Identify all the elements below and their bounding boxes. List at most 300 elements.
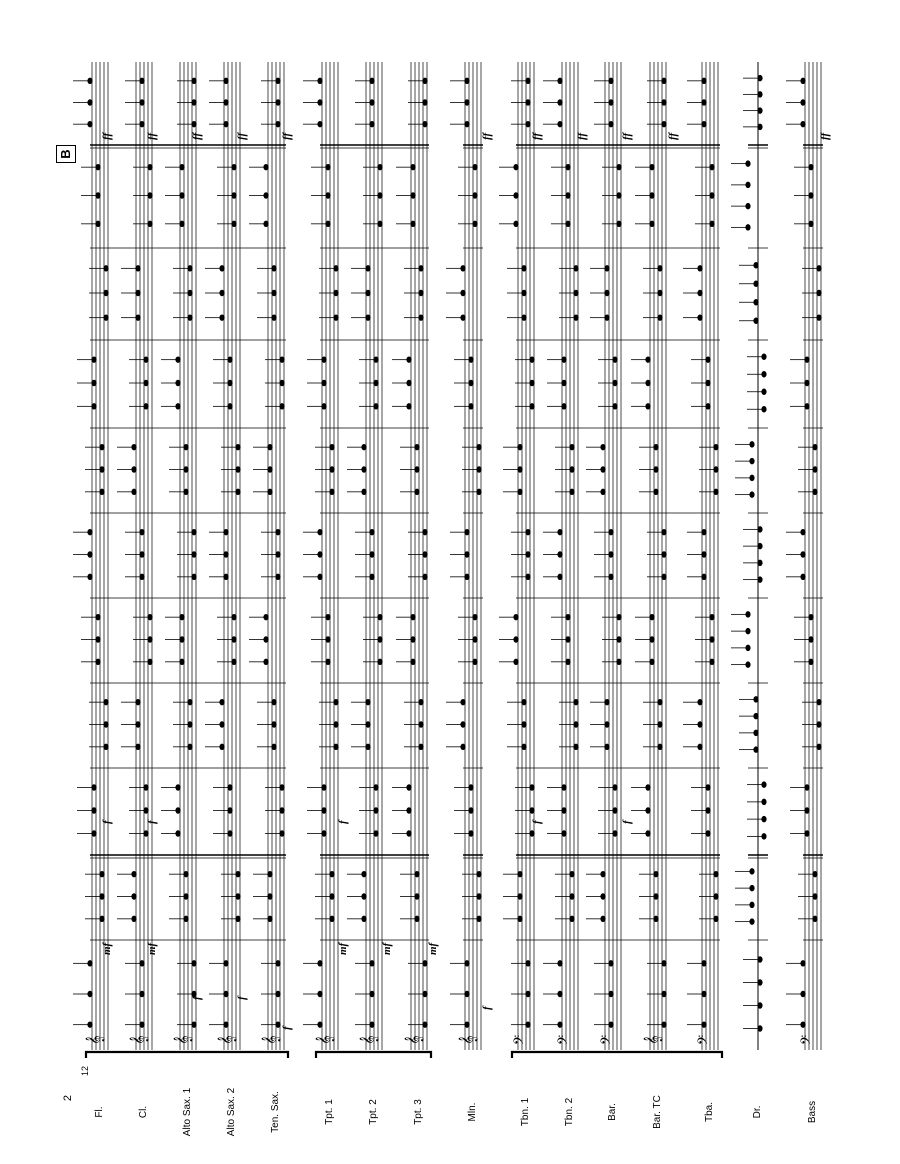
notehead [99, 916, 104, 922]
notehead [804, 784, 809, 790]
notehead [365, 699, 370, 705]
notehead [661, 574, 666, 580]
notehead [697, 265, 702, 271]
notehead [219, 744, 224, 750]
notehead [329, 489, 334, 495]
dynamic-mark: ff [531, 132, 543, 140]
notehead [816, 699, 821, 705]
notehead [179, 659, 184, 665]
notehead [804, 807, 809, 813]
notehead [573, 265, 578, 271]
notehead [525, 99, 530, 105]
notehead [175, 807, 180, 813]
notehead [410, 192, 415, 198]
notehead [460, 290, 465, 296]
notehead [649, 221, 654, 227]
notehead [472, 164, 477, 170]
dynamic-mark: f [146, 820, 158, 824]
notehead [369, 574, 374, 580]
notehead [369, 960, 374, 966]
notehead [468, 380, 473, 386]
dynamic-mark: f [281, 1026, 293, 1030]
notehead [191, 529, 196, 535]
notehead [701, 121, 706, 127]
clef-icon: 𝄢 [598, 1034, 617, 1046]
notehead [183, 893, 188, 899]
notehead [361, 893, 366, 899]
notehead [263, 636, 268, 642]
notehead [87, 1021, 92, 1027]
notehead [131, 916, 136, 922]
notehead [147, 221, 152, 227]
notehead [513, 659, 518, 665]
notehead [661, 991, 666, 997]
notehead [525, 551, 530, 557]
notehead [604, 290, 609, 296]
notehead [753, 299, 758, 305]
notehead [317, 1021, 322, 1027]
notehead [187, 314, 192, 320]
notehead [187, 744, 192, 750]
notehead [661, 121, 666, 127]
notehead [701, 574, 706, 580]
notehead [135, 721, 140, 727]
notehead [263, 614, 268, 620]
notehead [191, 78, 196, 84]
notehead [521, 721, 526, 727]
notehead [131, 893, 136, 899]
notehead [565, 614, 570, 620]
notehead [653, 871, 658, 877]
notehead [761, 354, 766, 360]
notehead [267, 871, 272, 877]
notehead [422, 78, 427, 84]
notehead [800, 99, 805, 105]
notehead [406, 784, 411, 790]
notehead [557, 991, 562, 997]
notehead [143, 403, 148, 409]
instrument-label: Bass [807, 1100, 818, 1124]
notehead [464, 574, 469, 580]
notehead [757, 560, 762, 566]
notehead [757, 956, 762, 962]
notehead [808, 636, 813, 642]
notehead [653, 466, 658, 472]
notehead [369, 78, 374, 84]
notehead [373, 380, 378, 386]
notehead [749, 441, 754, 447]
notehead [333, 314, 338, 320]
notehead [745, 611, 750, 617]
notehead [616, 636, 621, 642]
notehead [406, 380, 411, 386]
notehead [476, 893, 481, 899]
notehead [697, 314, 702, 320]
notehead [753, 696, 758, 702]
notehead [800, 78, 805, 84]
notehead [271, 744, 276, 750]
notehead [131, 489, 136, 495]
notehead [565, 636, 570, 642]
notehead [517, 871, 522, 877]
notehead [608, 99, 613, 105]
notehead [472, 221, 477, 227]
notehead [422, 529, 427, 535]
notehead [657, 265, 662, 271]
notehead [757, 91, 762, 97]
instrument-label: Tpt. 3 [413, 1099, 424, 1125]
notehead [317, 960, 322, 966]
notehead [279, 356, 284, 362]
notehead [414, 916, 419, 922]
notehead [800, 121, 805, 127]
notehead [701, 529, 706, 535]
notehead [701, 78, 706, 84]
notehead [91, 807, 96, 813]
notehead [361, 489, 366, 495]
notehead [745, 224, 750, 230]
notehead [223, 99, 228, 105]
notehead [406, 807, 411, 813]
notehead [418, 314, 423, 320]
notehead [418, 265, 423, 271]
notehead [464, 99, 469, 105]
notehead [701, 99, 706, 105]
notehead [369, 1021, 374, 1027]
notehead [460, 744, 465, 750]
notehead [529, 380, 534, 386]
notehead [135, 290, 140, 296]
notehead [99, 444, 104, 450]
instrument-label: Bar. TC [652, 1095, 663, 1129]
dynamic-mark: ff [819, 132, 831, 140]
clef-icon: 𝄞 [404, 1035, 423, 1045]
notehead [697, 290, 702, 296]
clef-icon: 𝄞 [129, 1035, 148, 1045]
dynamic-mark: ff [576, 132, 588, 140]
notehead [749, 918, 754, 924]
notehead [223, 960, 228, 966]
notehead [227, 830, 232, 836]
notehead [657, 744, 662, 750]
notehead [464, 960, 469, 966]
notehead [267, 916, 272, 922]
notehead [279, 784, 284, 790]
notehead [325, 636, 330, 642]
notehead [525, 78, 530, 84]
notehead [472, 614, 477, 620]
notehead [753, 262, 758, 268]
dynamic-mark: mf [101, 942, 113, 955]
notehead [147, 164, 152, 170]
dynamic-mark: f [481, 1006, 493, 1010]
notehead [713, 871, 718, 877]
notehead [804, 830, 809, 836]
notehead [219, 265, 224, 271]
notehead [227, 380, 232, 386]
notehead [410, 659, 415, 665]
notehead [418, 721, 423, 727]
clef-icon: 𝄢 [555, 1034, 574, 1046]
notehead [472, 192, 477, 198]
clef-icon: 𝄞 [261, 1035, 280, 1045]
notehead [175, 403, 180, 409]
notehead [709, 636, 714, 642]
instrument-label: Alto Sax. 1 [182, 1087, 193, 1137]
notehead [279, 830, 284, 836]
notehead [565, 221, 570, 227]
notehead [227, 356, 232, 362]
notehead [91, 356, 96, 362]
notehead [709, 614, 714, 620]
notehead [139, 121, 144, 127]
notehead [476, 444, 481, 450]
notehead [223, 991, 228, 997]
notehead [557, 1021, 562, 1027]
notehead [612, 403, 617, 409]
notehead [529, 403, 534, 409]
notehead [91, 784, 96, 790]
notehead [377, 659, 382, 665]
notehead [661, 99, 666, 105]
notehead [422, 574, 427, 580]
notehead [321, 380, 326, 386]
notehead [95, 614, 100, 620]
notehead [317, 574, 322, 580]
notehead [561, 356, 566, 362]
notehead [333, 721, 338, 727]
notehead [143, 380, 148, 386]
notehead [513, 636, 518, 642]
notehead [361, 916, 366, 922]
notehead [705, 403, 710, 409]
notehead [525, 1021, 530, 1027]
notehead [418, 699, 423, 705]
notehead [369, 551, 374, 557]
notehead [557, 78, 562, 84]
notehead [175, 784, 180, 790]
notehead [608, 1021, 613, 1027]
notehead [517, 893, 522, 899]
notehead [600, 444, 605, 450]
notehead [645, 380, 650, 386]
notehead [761, 781, 766, 787]
notehead [697, 721, 702, 727]
notehead [757, 124, 762, 130]
notehead [460, 721, 465, 727]
notehead [418, 290, 423, 296]
clef-icon: 𝄞 [458, 1035, 477, 1045]
dynamic-mark: f [337, 820, 349, 824]
notehead [103, 699, 108, 705]
notehead [757, 1025, 762, 1031]
notehead [812, 893, 817, 899]
notehead [812, 444, 817, 450]
notehead [143, 784, 148, 790]
notehead [227, 403, 232, 409]
notehead [175, 380, 180, 386]
notehead [95, 659, 100, 665]
notehead [476, 871, 481, 877]
notehead [812, 466, 817, 472]
measure-number: 12 [80, 1065, 91, 1077]
notehead [271, 721, 276, 727]
notehead [91, 403, 96, 409]
notehead [608, 960, 613, 966]
notehead [800, 574, 805, 580]
notehead [612, 356, 617, 362]
notehead [661, 529, 666, 535]
notehead [616, 192, 621, 198]
notehead [131, 871, 136, 877]
dynamic-mark: f [101, 820, 113, 824]
clef-icon: 𝄢 [798, 1034, 817, 1046]
notehead [645, 807, 650, 813]
notehead [179, 192, 184, 198]
notehead [179, 164, 184, 170]
notehead [468, 830, 473, 836]
notehead [263, 192, 268, 198]
notehead [608, 574, 613, 580]
dynamic-mark: mf [381, 942, 393, 955]
notehead [464, 1021, 469, 1027]
notehead [373, 830, 378, 836]
notehead [275, 551, 280, 557]
notehead [271, 699, 276, 705]
notehead [460, 265, 465, 271]
notehead [139, 960, 144, 966]
notehead [600, 916, 605, 922]
notehead [183, 871, 188, 877]
notehead [529, 784, 534, 790]
notehead [812, 916, 817, 922]
notehead [653, 916, 658, 922]
notehead [476, 489, 481, 495]
notehead [525, 529, 530, 535]
notehead [406, 830, 411, 836]
notehead [800, 1021, 805, 1027]
notehead [183, 489, 188, 495]
instrument-label: Tbn. 1 [520, 1097, 531, 1127]
notehead [565, 192, 570, 198]
notehead [529, 830, 534, 836]
notehead [600, 871, 605, 877]
notehead [369, 121, 374, 127]
notehead [147, 636, 152, 642]
notehead [365, 290, 370, 296]
notehead [321, 403, 326, 409]
notehead [279, 380, 284, 386]
notehead [219, 699, 224, 705]
notehead [521, 314, 526, 320]
notehead [373, 403, 378, 409]
dynamic-mark: mf [337, 942, 349, 955]
notehead [317, 121, 322, 127]
notehead [701, 960, 706, 966]
notehead [231, 164, 236, 170]
notehead [701, 551, 706, 557]
notehead [476, 466, 481, 472]
notehead [317, 78, 322, 84]
notehead [87, 121, 92, 127]
notehead [422, 99, 427, 105]
notehead [103, 290, 108, 296]
notehead [529, 356, 534, 362]
notehead [275, 99, 280, 105]
notehead [761, 389, 766, 395]
notehead [745, 203, 750, 209]
notehead [267, 489, 272, 495]
notehead [749, 885, 754, 891]
notehead [525, 991, 530, 997]
notehead [414, 489, 419, 495]
clef-icon: 𝄞 [173, 1035, 192, 1045]
dynamic-mark: ff [101, 132, 113, 140]
notehead [275, 121, 280, 127]
notehead [95, 636, 100, 642]
notehead [333, 744, 338, 750]
notehead [464, 991, 469, 997]
notehead [373, 356, 378, 362]
notehead [800, 991, 805, 997]
notehead [645, 356, 650, 362]
notehead [377, 614, 382, 620]
notehead [749, 868, 754, 874]
notehead [373, 807, 378, 813]
notehead [191, 1021, 196, 1027]
notehead [410, 221, 415, 227]
notehead [705, 830, 710, 836]
notehead [697, 699, 702, 705]
notehead [321, 807, 326, 813]
notehead [263, 659, 268, 665]
notehead [235, 893, 240, 899]
notehead [361, 871, 366, 877]
notehead [267, 444, 272, 450]
notehead [87, 78, 92, 84]
notehead [472, 636, 477, 642]
notehead [565, 659, 570, 665]
notehead [87, 991, 92, 997]
notehead [709, 659, 714, 665]
notehead [333, 265, 338, 271]
notehead [95, 221, 100, 227]
notehead [645, 403, 650, 409]
clef-icon: 𝄞 [359, 1035, 378, 1045]
notehead [464, 551, 469, 557]
notehead [414, 871, 419, 877]
notehead [561, 380, 566, 386]
notehead [131, 444, 136, 450]
notehead [804, 356, 809, 362]
notehead [95, 192, 100, 198]
notehead [325, 164, 330, 170]
clef-icon: 𝄢 [511, 1034, 530, 1046]
notehead [406, 356, 411, 362]
notehead [649, 636, 654, 642]
instrument-label: Dr. [752, 1105, 763, 1119]
instrument-label: Tba. [704, 1102, 715, 1123]
notehead [183, 444, 188, 450]
notehead [325, 221, 330, 227]
instrument-label: Tbn. 2 [564, 1097, 575, 1127]
instrument-label: Fl. [94, 1106, 105, 1118]
clef-icon: 𝄞 [315, 1035, 334, 1045]
notehead [275, 529, 280, 535]
notehead [175, 830, 180, 836]
notehead [521, 265, 526, 271]
notehead [235, 444, 240, 450]
